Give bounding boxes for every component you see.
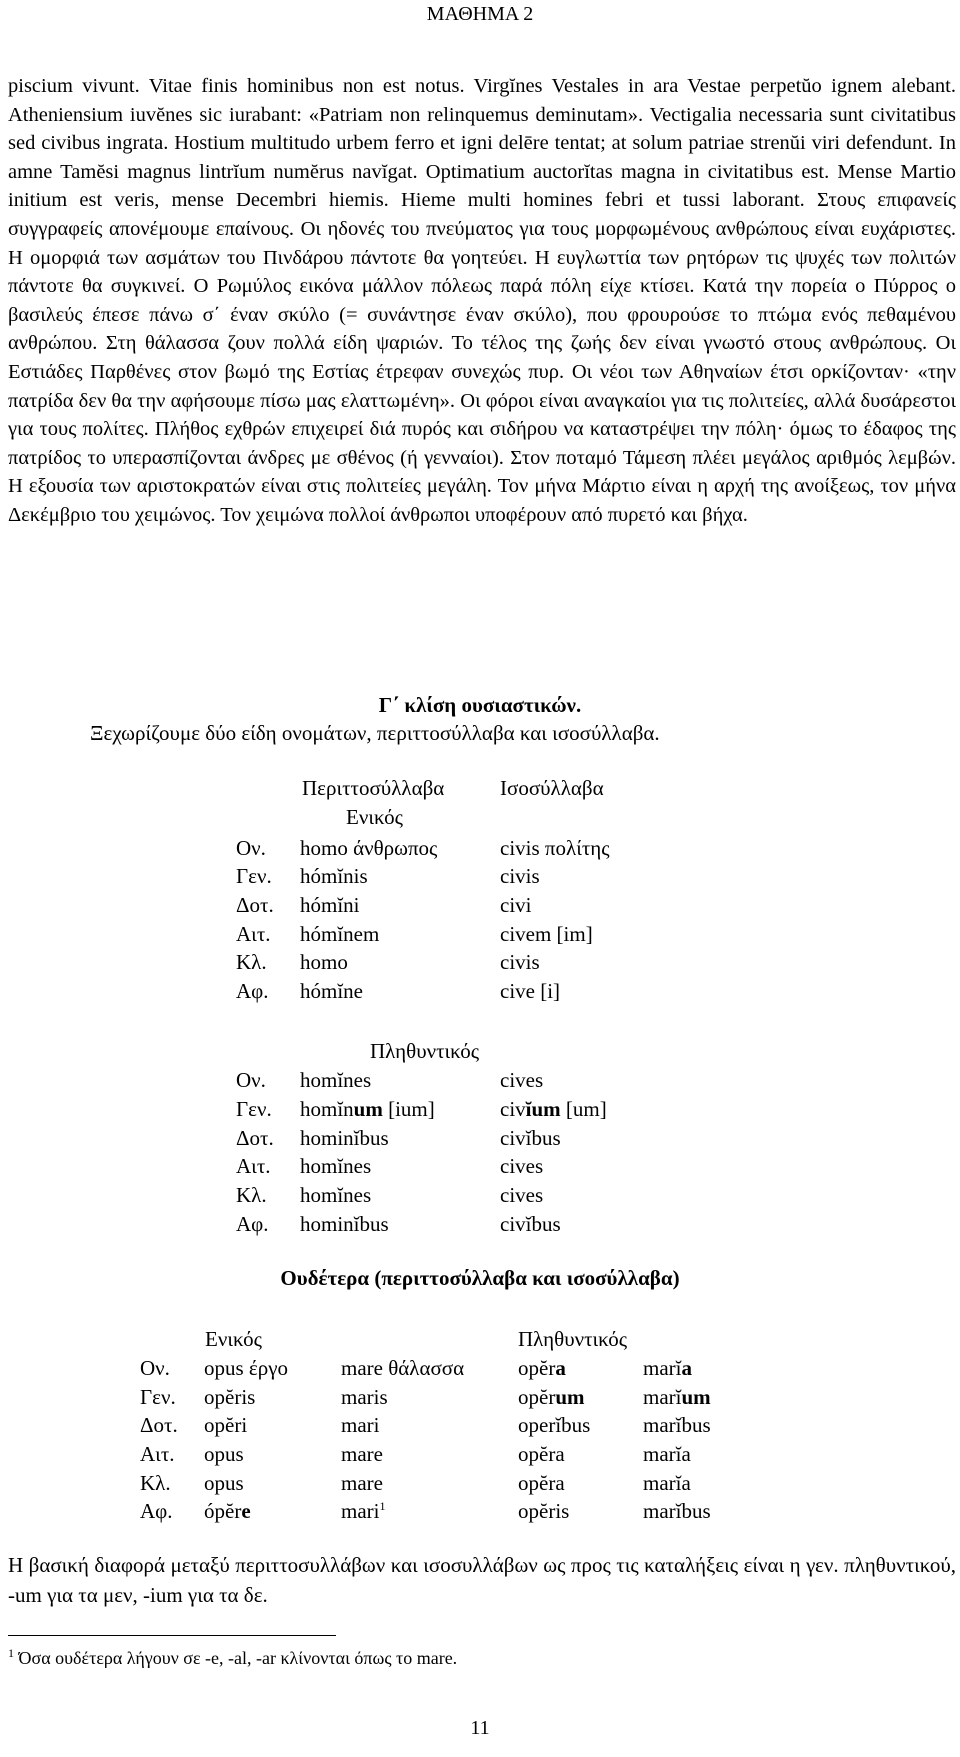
form-cell: mari xyxy=(341,1413,380,1437)
plural-label: Πληθυντικός xyxy=(370,1039,480,1063)
case-label: Αιτ. xyxy=(236,922,271,946)
section-title: Γ΄ κλίση ουσιαστικών. xyxy=(378,693,582,717)
case-label: Αιτ. xyxy=(236,1154,271,1178)
form-cell: opĕri xyxy=(204,1413,248,1437)
form-cell: mare xyxy=(341,1442,383,1466)
footnote-text: Όσα ουδέτερα λήγουν σε -e, -al, -ar κλίνονται όπως το mare. xyxy=(18,1648,458,1668)
section-intro: Ξεχωρίζουμε δύο είδη ονομάτων, περιττοσύλλαβα και ισοσύλλαβα. xyxy=(90,721,660,745)
form-cell: mare θάλασσα xyxy=(341,1356,465,1380)
exercise-paragraph: piscium vivunt. Vitae finis hominibus non est notus. Virgĭnes Vestales in ara Vestae perpetŭo ignem alebant. Atheniensium iuvĕnes sic iurabant: «Patriam non relinquemus deminutam». Vectigalia necessaria sunt civitatibus sed civibus ingrata. Hostium multitudo urbem ferro et igni delēre tentat; at solum patriae strenŭi viri defendunt. In amne Tamĕsi magnus lintrĭum numĕrus navĭgat. Optimatium auctorĭtas magna in civitatibus est. Mense Martio initium est veris, mense Decembri hiemis. Hieme multi homines febri et tussi laborant. Στους επιφανείς συγγραφείς απονέμουμε επαίνους. Οι ηδονές του πνεύματος για τους μορφωμένους ανθρώπους είναι ευχάριστες. Η ομορφιά των ασμάτων του Πινδάρου πάντοτε θα γοητεύει. Η ευγλωττία των ρητόρων τις ψυχές των πολιτών πάντοτε θα συγκινεί. Ο Ρωμύλος εικόνα μάλλον πόλεως παρά πόλη είχε κτίσει. Κατά την πορεία ο Πύρρος ο βασιλεύς έπεσε πάνω σ΄ έναν σκύλο (= συνάντησε έναν σκύλο), που φρουρούσε το πτώμα ενός πεθαμένου ανθρώπου. Στη θάλασσα ζουν πολλά είδη ψαριών. Το τέλος της ζωής δεν είναι γνωστό στους ανθρώπους. Οι Εστιάδες Παρθένες στον βωμό της Εστίας έτρεφαν συνεχώς πυρ. Οι νέοι των Αθηναίων έτσι ορκίζονταν· «την πατρίδα δεν θα την αφήσουμε πίσω μας ελαττωμένη». Οι φόροι είναι αναγκαίοι για τις πολιτείες, αλλά δυσάρεστοι για τους πολίτες. Πλήθος εχθρών επιχειρεί διά πυρός και σιδήρου να καταστρέψει την πόλη· όμως το έδαφος της πατρίδος το υπερασπίζονται άνδρες με σθένος (ή γενναίοι). Στον ποταμό Τάμεση πλέει μεγάλος αριθμός λεμβών. Η εξουσία των αριστοκρατών είναι στις πολιτείες μεγάλη. Τον μήνα Μάρτιο είναι η αρχή της ανοίξεως, τον μήνα Δεκέμβριο του χειμώνος. Τον χειμώνα πολλοί άνθρωποι υποφέρουν από πυρετό και βήχα. xyxy=(8,75,956,526)
form-cell: homĭnes xyxy=(300,1068,372,1092)
case-label: Αιτ. xyxy=(140,1442,175,1466)
form-cell: mari$^1$ xyxy=(341,1499,386,1523)
form-cell: civĭbus xyxy=(500,1212,561,1236)
plural-label: Πληθυντικός xyxy=(518,1327,628,1351)
form-cell: opĕra xyxy=(518,1356,566,1380)
case-label: Δοτ. xyxy=(236,1126,274,1150)
form-cell: homĭnes xyxy=(300,1183,372,1207)
case-label: Γεν. xyxy=(236,864,272,888)
singular-label: Ενικός xyxy=(205,1327,262,1351)
form-cell: civis πολίτης xyxy=(500,836,610,860)
form-cell: homĭnes xyxy=(300,1154,372,1178)
form-cell: marĭbus xyxy=(643,1413,711,1437)
form-cell: civis xyxy=(500,864,540,888)
form-cell: opĕris xyxy=(518,1499,570,1523)
case-label: Γεν. xyxy=(140,1385,176,1409)
case-label: Ον. xyxy=(140,1356,170,1380)
page-header: ΜΑΘΗΜΑ 2 xyxy=(426,3,534,25)
form-cell: opĕrum xyxy=(518,1385,585,1409)
case-label: Ον. xyxy=(236,836,266,860)
form-cell: marĭum xyxy=(643,1385,711,1409)
form-cell: civĭbus xyxy=(500,1126,561,1150)
summary-paragraph: Η βασική διαφορά μεταξύ περιττοσυλλάβων και ισοσυλλάβων ως προς τις καταλήξεις είναι η γεν. πληθυντικού, -um για τα μεν, -ium για τα δε. xyxy=(8,1553,956,1607)
form-cell: maris xyxy=(341,1385,388,1409)
footnote-divider xyxy=(8,1635,336,1636)
col-header-perittosyllava: Περιττοσύλλαβα xyxy=(302,776,445,800)
form-cell: hominĭbus xyxy=(300,1212,389,1236)
case-label: Αφ. xyxy=(236,1212,269,1236)
form-cell: hómĭnem xyxy=(300,922,380,946)
case-label: Ον. xyxy=(236,1068,266,1092)
footnote-ref: 1 xyxy=(379,1499,386,1513)
form-cell: hómĭni xyxy=(300,893,360,917)
form-cell: marĭa xyxy=(643,1471,691,1495)
footnote xyxy=(8,1646,457,1669)
form-cell: marĭbus xyxy=(643,1499,711,1523)
form-cell: mare xyxy=(341,1471,383,1495)
form-cell: opĕra xyxy=(518,1442,565,1466)
form-cell: cives xyxy=(500,1154,544,1178)
case-label: Κλ. xyxy=(236,950,267,974)
form-cell: operĭbus xyxy=(518,1413,591,1437)
form-cell: hómĭne xyxy=(300,979,363,1003)
case-label: Δοτ. xyxy=(236,893,274,917)
form-cell: ópĕre xyxy=(204,1499,251,1523)
case-label: Δοτ. xyxy=(140,1413,178,1437)
form-cell: homĭnum [ium] xyxy=(300,1097,435,1121)
case-label: Κλ. xyxy=(140,1471,171,1495)
form-cell: homo xyxy=(300,950,348,974)
case-label: Αφ. xyxy=(140,1499,173,1523)
form-cell: opus έργο xyxy=(204,1356,288,1380)
form-cell: opĕris xyxy=(204,1385,256,1409)
form-cell: civis xyxy=(500,950,540,974)
form-cell: civem [im] xyxy=(500,922,593,946)
form-cell: civĭum [um] xyxy=(500,1097,607,1121)
footnote-mark: 1 xyxy=(8,1646,14,1660)
case-label: Γεν. xyxy=(236,1097,272,1121)
form-cell: hominĭbus xyxy=(300,1126,389,1150)
col-header-isosyllava: Ισοσύλλαβα xyxy=(500,776,604,800)
form-cell: opĕra xyxy=(518,1471,565,1495)
form-cell: opus xyxy=(204,1471,244,1495)
neuter-section-title: Ουδέτερα (περιττοσύλλαβα και ισοσύλλαβα) xyxy=(280,1266,680,1290)
form-cell: cives xyxy=(500,1183,544,1207)
form-cell: cives xyxy=(500,1068,544,1092)
form-cell: opus xyxy=(204,1442,244,1466)
case-label: Κλ. xyxy=(236,1183,267,1207)
case-label: Αφ. xyxy=(236,979,269,1003)
page-number: 11 xyxy=(470,1717,490,1739)
form-cell: homo άνθρωπος xyxy=(300,836,438,860)
singular-label: Ενικός xyxy=(346,805,403,829)
form-cell: civi xyxy=(500,893,532,917)
form-cell: hómĭnis xyxy=(300,864,368,888)
form-cell: marĭa xyxy=(643,1442,691,1466)
form-cell: marĭa xyxy=(643,1356,692,1380)
form-cell: cive [i] xyxy=(500,979,561,1003)
